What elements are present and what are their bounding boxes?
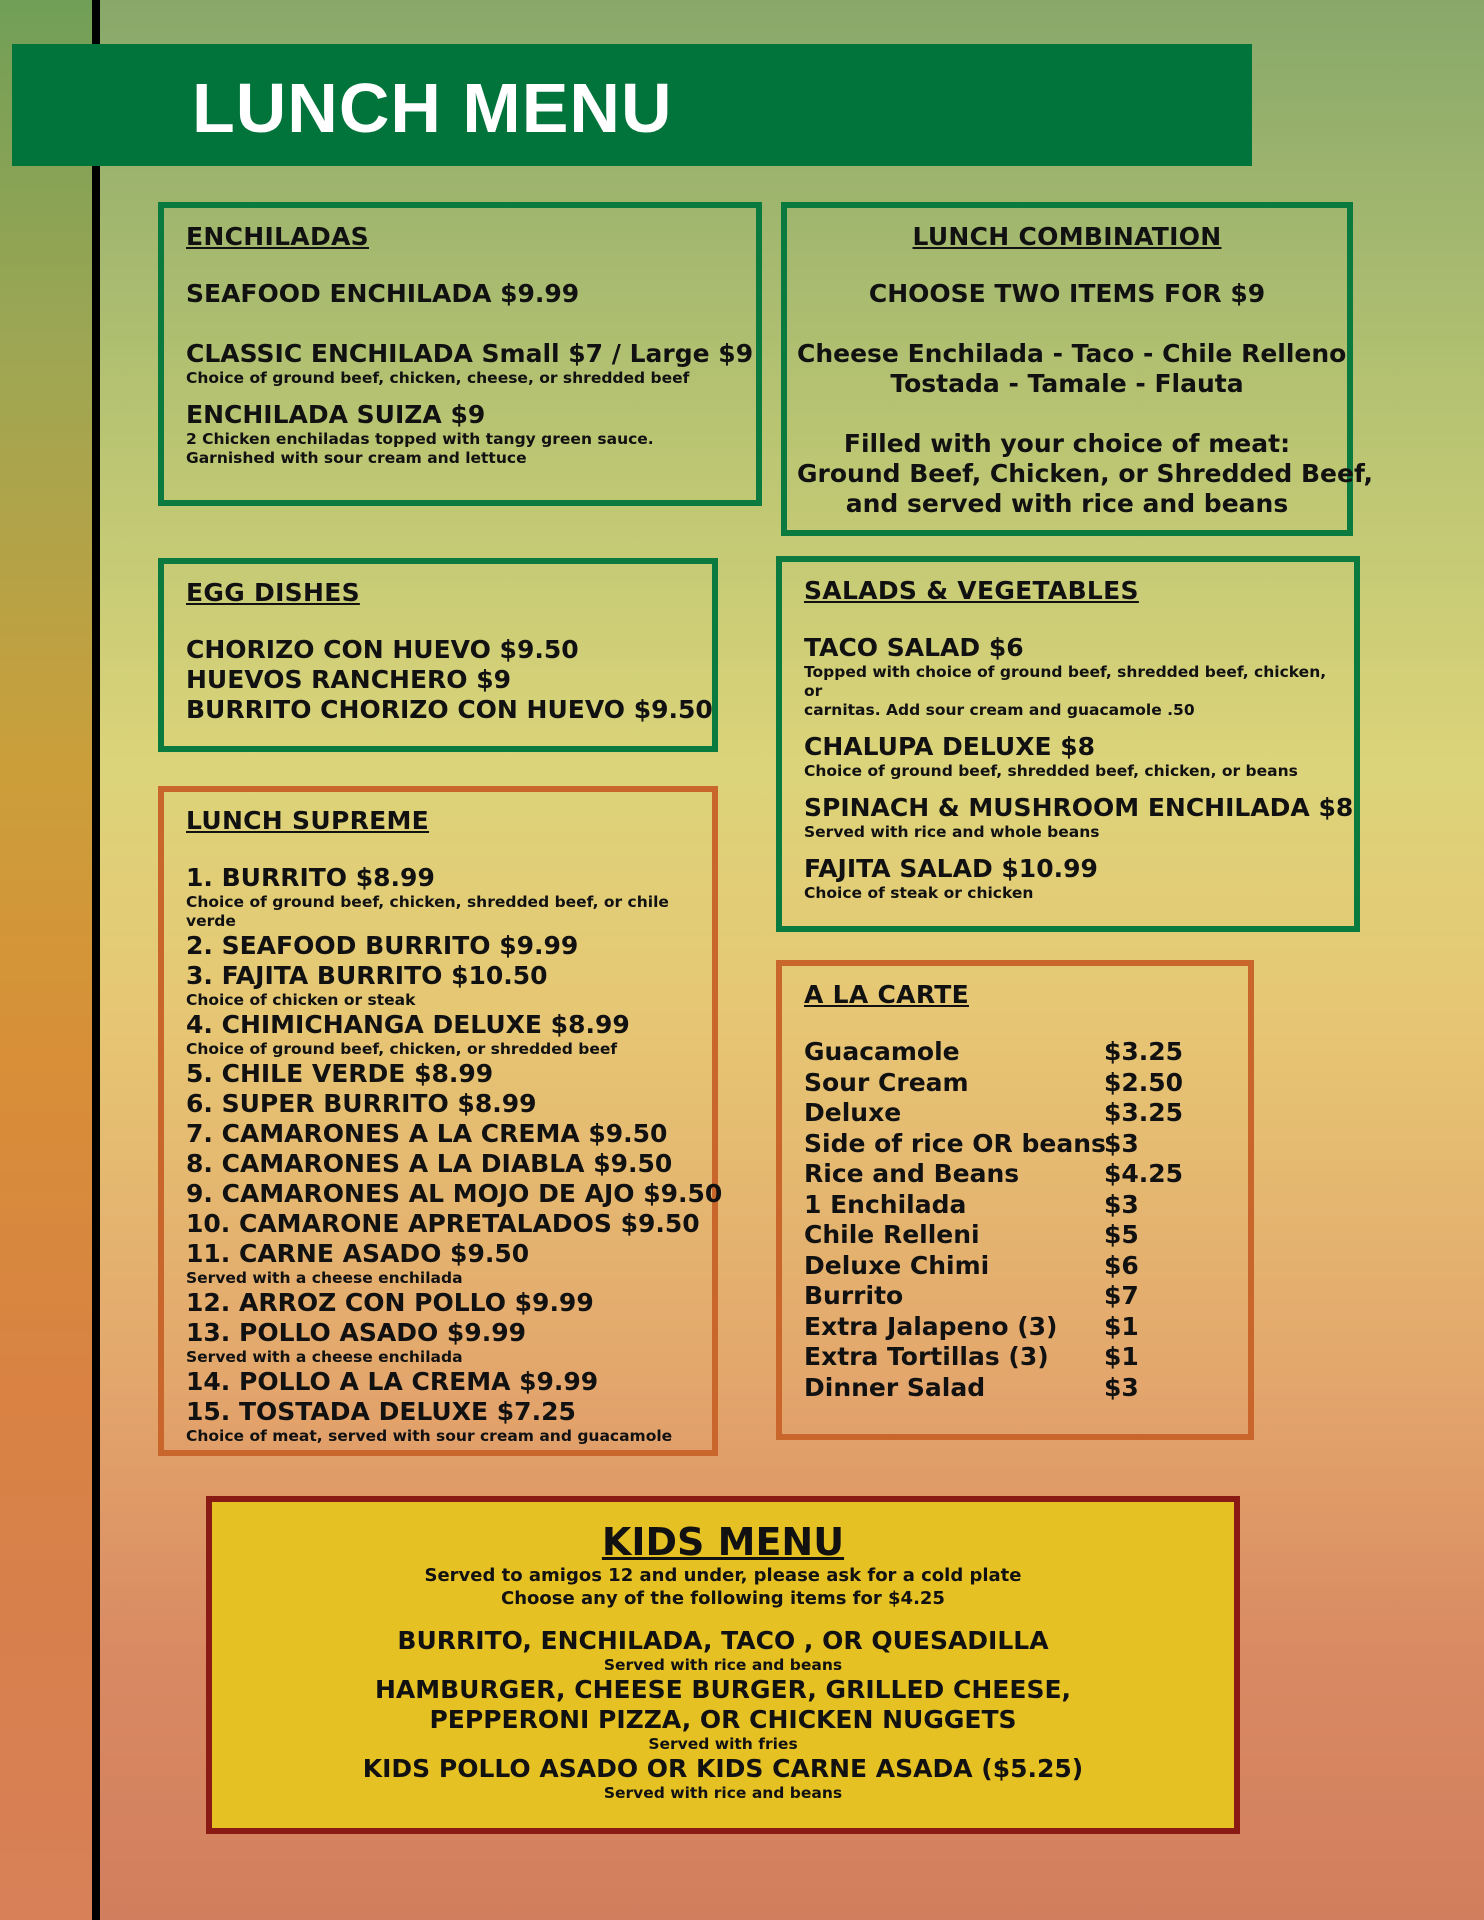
menu-item: 9. CAMARONES AL MOJO DE AJO $9.50 xyxy=(186,1179,723,1208)
combo-note: and served with rice and beans xyxy=(845,489,1289,518)
menu-item: 13. POLLO ASADO $9.99 xyxy=(186,1318,526,1347)
lunch-supreme-section xyxy=(158,786,723,1456)
list-item: Sour Cream $2.50 xyxy=(804,1067,1184,1097)
section-heading: LUNCH SUPREME xyxy=(186,806,430,835)
menu-item: 12. ARROZ CON POLLO $9.99 xyxy=(186,1288,594,1317)
menu-item: SPINACH & MUSHROOM ENCHILADA $8 xyxy=(804,793,1354,822)
section-heading: ENCHILADAS xyxy=(186,222,369,251)
combo-offer: CHOOSE TWO ITEMS FOR $9 xyxy=(868,279,1266,308)
kids-item: BURRITO, ENCHILADA, TACO , OR QUESADILLA xyxy=(397,1626,1049,1655)
list-item: Extra Tortillas (3) $1 xyxy=(804,1342,1139,1371)
kids-menu-subtitle: Served to amigos 12 and under, please ask for a cold plate xyxy=(424,1565,1022,1586)
list-item: Burrito $7 xyxy=(804,1281,1139,1310)
item-description: Served with rice and beans xyxy=(603,1656,843,1674)
section-heading: A LA CARTE xyxy=(804,980,969,1009)
section-heading: LUNCH COMBINATION xyxy=(912,222,1222,251)
item-description: Served with fries xyxy=(648,1735,798,1753)
kids-item: PEPPERONI PIZZA, OR CHICKEN NUGGETS xyxy=(429,1705,1017,1734)
menu-item: 3. FAJITA BURRITO $10.50 xyxy=(186,961,548,990)
menu-item: BURRITO CHORIZO CON HUEVO $9.50 xyxy=(186,695,713,724)
salads-vegetables-section xyxy=(776,556,1360,932)
menu-item: HUEVOS RANCHERO $9 xyxy=(186,665,512,694)
item-description: Served with rice and beans xyxy=(603,1784,843,1802)
item-description: Choice of steak or chicken xyxy=(804,884,1034,902)
page-title: LUNCH MENU xyxy=(192,69,673,147)
item-description: Choice of ground beef, shredded beef, chicken, or beans xyxy=(804,762,1298,780)
menu-item: FAJITA SALAD $10.99 xyxy=(804,854,1098,883)
kids-menu-section xyxy=(206,1496,1240,1834)
list-item: Dinner Salad $3 xyxy=(804,1372,1139,1402)
item-description: carnitas. Add sour cream and guacamole .50 xyxy=(804,701,1195,719)
decorative-left-strip xyxy=(0,0,92,1920)
menu-item: CHORIZO CON HUEVO $9.50 xyxy=(186,635,579,664)
list-item: Side of rice OR beans $3 xyxy=(804,1128,1139,1158)
egg-dishes-section xyxy=(158,558,718,752)
item-description: Served with a cheese enchilada xyxy=(186,1348,463,1366)
menu-item: SEAFOOD ENCHILADA $9.99 xyxy=(186,279,580,308)
list-item: Deluxe $3.25 xyxy=(804,1098,1184,1127)
menu-item: 5. CHILE VERDE $8.99 xyxy=(186,1059,494,1088)
item-description: Garnished with sour cream and lettuce xyxy=(186,449,527,467)
kids-item: HAMBURGER, CHEESE BURGER, GRILLED CHEESE, xyxy=(374,1675,1072,1704)
item-description: Topped with choice of ground beef, shredded beef, chicken, or xyxy=(804,663,1327,700)
kids-menu-subtitle: Choose any of the following items for $4.25 xyxy=(501,1588,945,1609)
list-item: Deluxe Chimi $6 xyxy=(804,1250,1139,1280)
kids-item: KIDS POLLO ASADO OR KIDS CARNE ASADA ($5.25) xyxy=(362,1754,1084,1783)
item-description: 2 Chicken enchiladas topped with tangy green sauce. xyxy=(186,430,654,448)
menu-item: 10. CAMARONE APRETALADOS $9.50 xyxy=(186,1209,700,1238)
combo-note: Ground Beef, Chicken, or Shredded Beef, xyxy=(797,459,1373,488)
combo-options: Cheese Enchilada - Taco - Chile Relleno xyxy=(797,339,1347,368)
item-description: Choice of ground beef, chicken, cheese, or shredded beef xyxy=(186,369,690,387)
list-item: 1 Enchilada $3 xyxy=(804,1189,1139,1219)
list-item: Rice and Beans $4.25 xyxy=(804,1159,1184,1188)
combo-note: Filled with your choice of meat: xyxy=(843,429,1291,458)
item-description: Choice of chicken or steak xyxy=(186,991,416,1009)
list-item: Extra Jalapeno (3) $1 xyxy=(804,1311,1139,1341)
menu-item: 8. CAMARONES A LA DIABLA $9.50 xyxy=(186,1149,673,1178)
list-item: Chile Relleni $5 xyxy=(804,1220,1139,1249)
item-description: Choice of meat, served with sour cream and guacamole xyxy=(186,1427,673,1445)
title-banner xyxy=(12,44,1252,166)
list-item: Guacamole $3.25 xyxy=(804,1037,1184,1066)
menu-item: 6. SUPER BURRITO $8.99 xyxy=(186,1089,537,1118)
item-description: Served with rice and whole beans xyxy=(804,823,1100,841)
menu-item: 11. CARNE ASADO $9.50 xyxy=(186,1239,530,1268)
combo-options: Tostada - Tamale - Flauta xyxy=(890,369,1244,398)
menu-item: CHALUPA DELUXE $8 xyxy=(804,732,1096,761)
menu-item: 14. POLLO A LA CREMA $9.99 xyxy=(186,1367,599,1396)
menu-item: 15. TOSTADA DELUXE $7.25 xyxy=(186,1397,576,1426)
menu-item: CLASSIC ENCHILADA Small $7 / Large $9 xyxy=(186,339,754,368)
enchiladas-section xyxy=(158,202,762,506)
item-description: Choice of ground beef, chicken, shredded beef, or chile verde xyxy=(186,893,669,930)
item-description: Choice of ground beef, chicken, or shredded beef xyxy=(186,1040,618,1058)
lunch-combination-section xyxy=(781,202,1373,536)
a-la-carte-list xyxy=(804,1037,1226,1403)
menu-item: 2. SEAFOOD BURRITO $9.99 xyxy=(186,931,579,960)
menu-item: 1. BURRITO $8.99 xyxy=(186,863,435,892)
menu-item: 7. CAMARONES A LA CREMA $9.50 xyxy=(186,1119,668,1148)
item-description: Served with a cheese enchilada xyxy=(186,1269,463,1287)
section-heading: EGG DISHES xyxy=(186,578,360,607)
vertical-divider xyxy=(92,0,100,1920)
a-la-carte-section xyxy=(776,960,1254,1440)
section-heading: SALADS & VEGETABLES xyxy=(804,576,1139,605)
menu-item: ENCHILADA SUIZA $9 xyxy=(186,400,486,429)
kids-menu-heading: KIDS MENU xyxy=(601,1520,845,1564)
menu-item: TACO SALAD $6 xyxy=(804,633,1024,662)
menu-item: 4. CHIMICHANGA DELUXE $8.99 xyxy=(186,1010,630,1039)
